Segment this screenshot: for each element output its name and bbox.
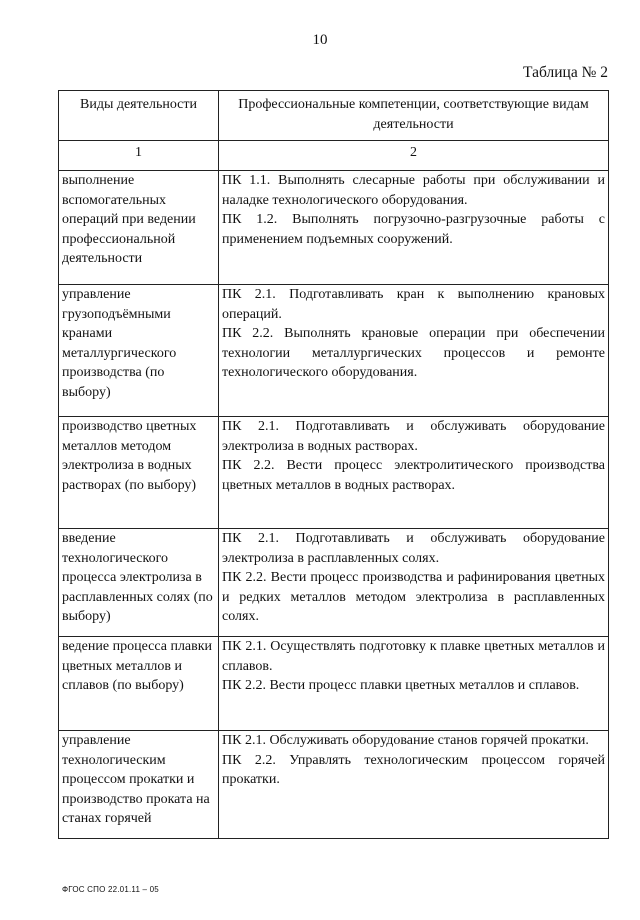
activity-cell [59, 529, 219, 637]
table-label: Таблица № 2 [523, 64, 608, 81]
activity-text: ведение процесса плавки цветных металлов и сплавов (по выбору) [62, 639, 213, 693]
competency-item: ПК 2.2. Вести процесс производства и рафинирования цветных и редких металлов методом электролиза в расплавленных солях. [222, 570, 605, 624]
competency-cell [219, 285, 609, 417]
competency-item: ПК 2.1. Подготавливать кран к выполнению крановых операций. [222, 287, 605, 322]
table-row [59, 171, 609, 285]
competency-table [58, 90, 609, 839]
competency-item: ПК 2.1. Обслуживать оборудование станов горячей прокатки. [222, 733, 589, 748]
page-number: 10 [312, 32, 328, 48]
header-activity: Виды деятельности [59, 91, 219, 141]
activity-cell [59, 171, 219, 285]
competency-cell [219, 637, 609, 731]
column-number-2: 2 [219, 141, 609, 171]
competency-item: ПК 2.2. Вести процесс плавки цветных металлов и сплавов. [222, 678, 580, 693]
competency-cell [219, 731, 609, 839]
document-footer: ФГОС СПО 22.01.11 – 05 [62, 885, 159, 894]
competency-item: ПК 2.2. Вести процесс электролитического производства цветных металлов в водных растворах. [222, 458, 605, 493]
competency-cell [219, 529, 609, 637]
competency-item: ПК 2.1. Осуществлять подготовку к плавке цветных металлов и сплавов. [222, 639, 605, 674]
competency-item: ПК 2.2. Управлять технологическим процессом горячей прокатки. [222, 752, 605, 787]
table-header-row [59, 91, 609, 141]
activity-cell [59, 637, 219, 731]
competency-cell [219, 171, 609, 285]
competency-cell [219, 417, 609, 529]
competency-item: ПК 2.2. Выполнять крановые операции при обеспечении технологии металлургических процессов и ремонте технологического оборудования. [222, 326, 605, 380]
header-competencies: Профессиональные компетенции, соответствующие видам деятельности [219, 91, 609, 141]
activity-text: управление технологическим процессом прокатки и производство проката на станах горячей [62, 733, 210, 826]
column-number-1: 1 [59, 141, 219, 171]
activity-cell [59, 731, 219, 839]
activity-cell [59, 417, 219, 529]
table-row [59, 529, 609, 637]
competency-item: ПК 2.1. Подготавливать и обслуживать оборудование электролиза в расплавленных солях. [222, 531, 605, 566]
activity-text: выполнение вспомогательных операций при ведении профессиональной деятельности [62, 173, 196, 266]
table-row [59, 637, 609, 731]
activity-text: управление грузоподъёмными кранами металлургического производства (по выбору) [62, 287, 177, 400]
competency-item: ПК 2.1. Подготавливать и обслуживать оборудование электролиза в водных растворах. [222, 419, 605, 454]
table-row [59, 417, 609, 529]
table-row [59, 285, 609, 417]
competency-item: ПК 1.1. Выполнять слесарные работы при обслуживании и наладке технологического оборудования. [222, 173, 605, 208]
table-row [59, 731, 609, 839]
competency-item: ПК 1.2. Выполнять погрузочно-разгрузочные работы с применением подъемных сооружений. [222, 212, 605, 247]
activity-text: производство цветных металлов методом электролиза в водных растворах (по выбору) [62, 419, 197, 493]
activity-text: введение технологического процесса электролиза в расплавленных солях (по выбору) [62, 531, 213, 624]
column-number-row [59, 141, 609, 171]
activity-cell [59, 285, 219, 417]
